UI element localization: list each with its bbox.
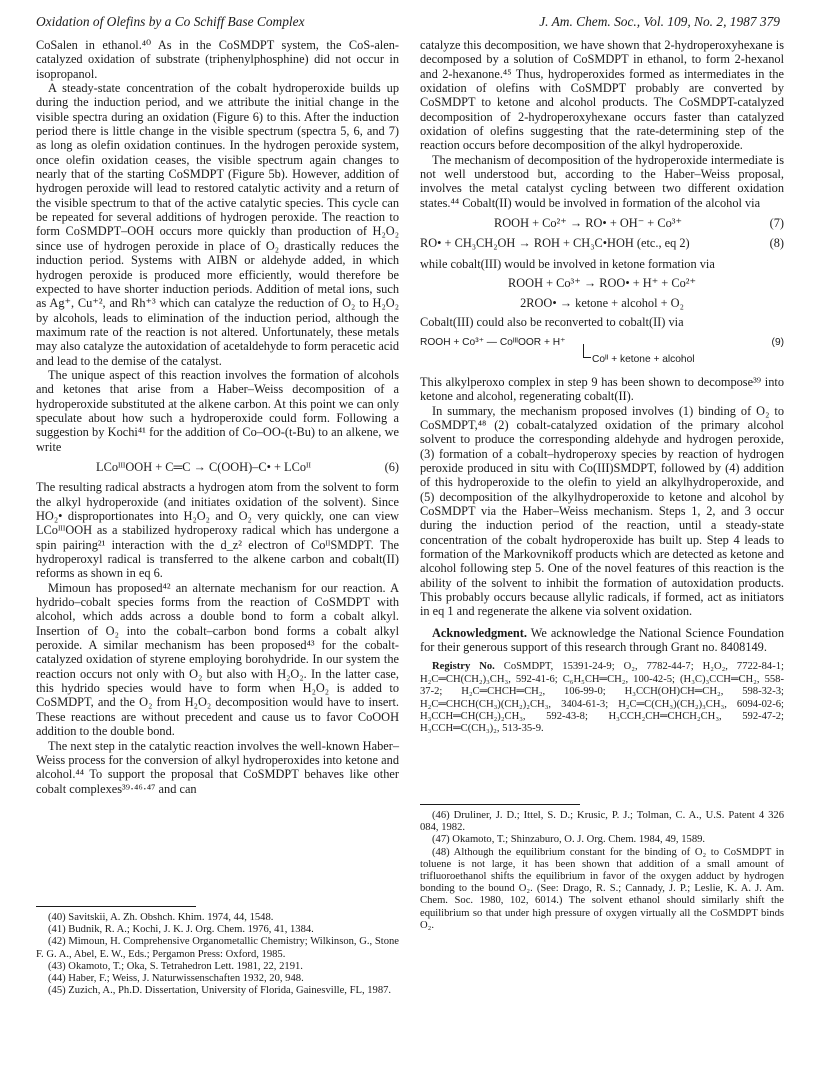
acknowledgment-text: We acknowledge the National Science Foundation for their generous support of this research through Grant no. 8408149.	[420, 625, 784, 655]
equation-9-branch	[592, 353, 784, 367]
registry-label: Registry No.	[432, 661, 495, 673]
paragraph: CoSalen in ethanol.⁴⁰ As in the CoSMDPT system, the CoS-alen-catalyzed oxidation of substrate (triphenylphosphine) did not occur in isopropanol.	[36, 38, 399, 81]
reference-44: (44) Haber, F.; Weiss, J. Naturwissenschaften 1932, 20, 948.	[48, 973, 304, 985]
footnote-rule	[36, 906, 196, 907]
acknowledgment-label: Acknowledgment.	[432, 625, 527, 640]
footnotes-right	[420, 804, 784, 932]
equation-number: (7)	[769, 216, 784, 231]
equation-number: (9)	[771, 337, 784, 349]
equation-body: LCoᴵᴵᴵOOH + C═C → C(OOH)–C• + LCoᴵᴵ	[96, 459, 311, 474]
reference-46: (46) Druliner, J. D.; Ittel, S. D.; Krusic, P. J.; Tolman, C. A., U.S. Patent 4 326 084, 1982.	[420, 810, 784, 834]
paragraph: The next step in the catalytic reaction involves the well-known Haber–Weiss process for the conversion of alkyl hydroperoxides into ketone and alcohol.⁴⁴ To support the proposal that CoSMDPT behaves like other cobalt complexes³⁹·⁴⁶·⁴⁷ and can	[36, 738, 399, 796]
equation-ketone-1: ROOH + Co³⁺ → ROO• + H⁺ + Co²⁺	[508, 276, 696, 291]
footnotes-left	[36, 906, 399, 997]
reference-45: (45) Zuzich, A., Ph.D. Dissertation, University of Florida, Gainesville, FL, 1987.	[48, 985, 392, 997]
right-column	[420, 38, 784, 736]
journal-citation: J. Am. Chem. Soc., Vol. 109, No. 2, 1987 379	[539, 14, 780, 29]
paragraph: Mimoun has proposed⁴² an alternate mechanism for our reaction. A hydrido–cobalt species forms from the reaction of CoSMDPT with alcohol, which adds across a double bond to form a cobalt alkyl. Insertion of O₂ into the cobalt–carbon bond forms a cobalt alkyl peroxide. A similar mechanism has been proposed⁴³ for the cobalt-catalyzed oxidation of styrene employing borohydride. In our system the reaction occurs not only with O₂ but also with H₂O₂. In the latter case, this hydrido species would have to form when H₂O₂ is added to CoSMDPT, and the O₂ from H₂O₂ decomposition would have to insert. These reactions are without precedent and cause us to favor CoOOH addition to the double bond.	[36, 580, 399, 739]
paragraph: In summary, the mechanism proposed involves (1) binding of O₂ to CoSMDPT,⁴⁸ (2) cobalt-catalyzed oxidation of the primary alcohol solvent to produce the corresponding aldehyde and hydrogen peroxide, (3) formation of a cobalt–hydroperoxy species by reaction of hydrogen peroxide produced in situ with Co(III)SMDPT, followed by (4) addition of this hydroperoxide to the olefin to yield an alkylhydroperoxide, and (5) decomposition of the alkylhydroperoxide to ketone and alcohol by CoSMDPT via the Haber–Weiss mechanism. Steps 1, 2, and 3 occur during the induction period of the reaction, until a steady-state concentration of the cobalt hydroperoxide has built up. Step 4 leads to formation of the Markovnikoff products which are detected as ketone and alcohol following step 5. One of the novel features of this reaction is the ability of the solvent to inhibit the formation of autoxidation products. This probably occurs because allylic radicals, if formed, act as initiators in eq 1 and regenerate the alkene via solvent oxidation.	[420, 403, 784, 619]
reference-42: (42) Mimoun, H. Comprehensive Organometallic Chemistry; Wilkinson, G., Stone F. G. A., Abel, E. W., Eds.; Pergamon Press: Oxford, 1985.	[36, 936, 399, 960]
branch-arrow-icon	[583, 344, 591, 358]
reference-40: (40) Savitskii, A. Zh. Obshch. Khim. 1974, 44, 1548.	[48, 912, 274, 923]
paragraph: A steady-state concentration of the cobalt hydroperoxide builds up during the induction period, and we attribute the initial change in the visible spectra during an oxidation (Figure 6) to this. After the induction period there is little change in the visible spectrum (spectra 5, 6, and 7) as long as olefin oxidation continues. In the hydrogen peroxide system, once olefin oxidation ceases, the visible spectrum again changes to nearly that of the starting CoSMDPT (Figure 5b). However, addition of hydrogen peroxide will lead to restored catalytic activity and a return of the visible spectrum to that of the active catalytic species. This cycle can be repeated for several additions of hydrogen peroxide. The reaction to form CoSMDPT–OOH occurs more quickly than production of H₂O₂ since use of hydrogen peroxide in place of O₂ drastically reduces the induction period. Systems with AIBN or aldehyde added, in which hydrogen peroxide is produced more efficiently, would therefore be expected to have shorter induction periods. Addition of metal ions, such as Ag⁺, Cu⁺², and Rh⁺³ which can catalyze the reduction of O₂ to H₂O₂ by alcohols, leads to elimination of the induction period, although the maximum rate of the reaction is not altered. Unfortunately, these metals may also catalyze the autoxidation of acetaldehyde to form peracetic acid and lead to the demise of the catalyst.	[36, 81, 399, 368]
reference-48: (48) Although the equilibrium constant for the binding of O₂ to CoSMDPT in toluene is not large, it has been shown that addition of a small amount of trifluoroethanol shifts the equilibrium in favor of the oxygen adduct by hydrogen bonding to the bound O₂. (See: Drago, R. S.; Cannady, J. P.; Leslie, K. A. J. Am. Chem. Soc. 1980, 102, 6014.) The solvent ethanol should similarly shift the equilibrium so that under high pressure of oxygen virtually all the CoSMDPT binds O₂.	[420, 846, 784, 931]
reference-41: (41) Budnik, R. A.; Kochi, J. K. J. Org. Chem. 1976, 41, 1384.	[48, 924, 314, 936]
equation-9	[420, 336, 784, 350]
equation-body: RO• + CH₃CH₂OH → ROH + CH₃C•HOH (etc., eq 2)	[420, 236, 690, 251]
registry-numbers	[420, 661, 784, 735]
paragraph: The resulting radical abstracts a hydrogen atom from the solvent to form the alkyl hydroperoxide (and initiates oxidation of the solvent). Since HO₂• disproportionates into H₂O₂ and O₂ very quickly, one can view LCoᴵᴵᴵOOH as a stabilized hydroperoxy radical which has undergone a spin pairing²¹ interaction with the d_z² electron of CoᴵᴵSMDPT. The hydroperoxyl radical is transferred to the alkene carbon and cobalt(II) reforms as shown in eq 6.	[36, 480, 399, 581]
equation-branch-text: Coᴵᴵ + ketone + alcohol	[592, 353, 695, 365]
paragraph: The unique aspect of this reaction involves the formation of alcohols and ketones that arise from a Haber–Weiss decomposition of a hydroperoxide substituted at the alkene carbon. At this point we can only speculate about how such a hydroperoxide could form. Following a suggestion by Kochi⁴¹ for the addition of Co–OO-(t-Bu) to an alkene, we write	[36, 367, 399, 454]
equation-number: (6)	[384, 459, 399, 474]
acknowledgment	[420, 626, 784, 655]
running-header	[36, 14, 780, 34]
registry-text: CoSMDPT, 15391-24-9; O₂, 7782-44-7; H₂O₂, 7722-84-1; H₂C═CH(CH₂)₃CH₃, 592-41-6; C₆H₅CH═CH₂, 100-42-5; (H₃C)₃CCH═CH₂, 558-37-2; H₂C═CHCH═CH₂, 106-99-0; H₃CCH(OH)CH═CH₂, 598-32-3; H₂C═CHCH(CH₃)(CH₂)₂CH₃, 3404-61-3; H₂C═C(CH₃)(CH₂)₃CH₃, 6094-02-6; H₃CCH═CH(CH₂)₂CH₃, 592-43-8; H₃CCH₂CH═CHCH₂CH₃, 592-47-2; H₃CCH═C(CH₃)₂, 513-35-9.	[420, 661, 784, 735]
footnote-rule	[420, 804, 580, 805]
equation-ketone-2: 2ROO• → ketone + alcohol + O₂	[520, 295, 684, 310]
equation-body: ROOH + Co³⁺ — CoᴵᴵᴵOOR + H⁺	[420, 337, 566, 349]
equation-7	[420, 216, 784, 230]
equation-8	[420, 236, 784, 250]
paragraph: Cobalt(III) could also be reconverted to cobalt(II) via	[420, 314, 684, 329]
equation-body: ROOH + Co²⁺ → RO• + OH⁻ + Co³⁺	[494, 216, 682, 231]
paragraph: This alkylperoxo complex in step 9 has been shown to decompose³⁹ into ketone and alcohol, regenerating cobalt(II).	[420, 374, 784, 404]
left-column	[36, 38, 399, 796]
equation-6	[36, 460, 399, 474]
running-title: Oxidation of Olefins by a Co Schiff Base Complex	[36, 14, 305, 29]
equation-number: (8)	[769, 236, 784, 251]
reference-43: (43) Okamoto, T.; Oka, S. Tetrahedron Lett. 1981, 22, 2191.	[48, 960, 303, 972]
paragraph: while cobalt(III) would be involved in ketone formation via	[420, 256, 715, 271]
paragraph: catalyze this decomposition, we have shown that 2-hydroperoxyhexane is decomposed by a solution of CoSMDPT in ethanol, to form 2-hexanol and 2-hexanone.⁴⁵ Thus, hydroperoxides formed as intermediates in the oxidation of olefins with CoSMDPT probably are converted by CoSMDPT to ketone and alcohol products. The CoSMDPT-catalyzed decomposition of 2-hydroperoxyhexane occurs faster than catalyzed oxidation of olefins suggesting that the rate-determining step of the reaction occurs before decomposition of the alkyl hydroperoxide.	[420, 38, 784, 153]
paragraph: The mechanism of decomposition of the hydroperoxide intermediate is not well understood but, according to the Haber–Weiss proposal, involves the metal catalyst cycling between two different oxidation states.⁴⁴ Cobalt(II) would be involved in formation of the alcohol via	[420, 152, 784, 210]
reference-47: (47) Okamoto, T.; Shinzaburo, O. J. Org. Chem. 1984, 49, 1589.	[432, 834, 706, 846]
